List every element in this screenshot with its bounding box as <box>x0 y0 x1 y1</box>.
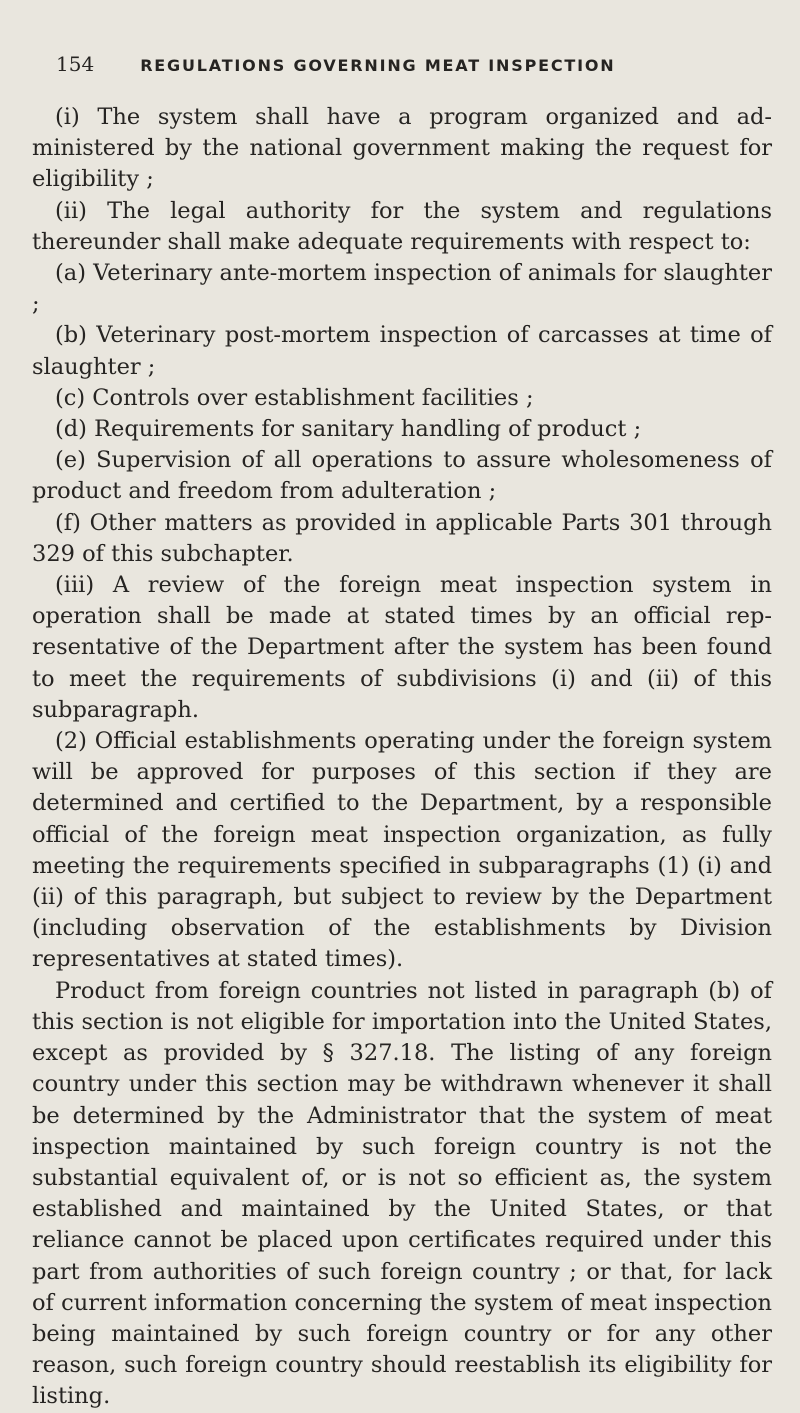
body-text <box>32 102 772 1413</box>
paragraph: (e) Supervision of all operations to assure wholesomeness of product and freedom from adulteration ; <box>32 447 772 505</box>
page-header <box>56 52 776 76</box>
page-number: 154 <box>56 52 95 76</box>
running-title: REGULATIONS GOVERNING MEAT INSPECTION <box>140 56 616 75</box>
paragraph: (2) Official establishments operating under the foreign system will be approved for purposes of this section if they are determined and certified to the Department, by a responsible official of the foreign meat inspection organization, as fully meeting the requirements specified in subparagraphs (1) (i) and (ii) of this paragraph, but subject to review by the Department (including observation of the establishments by Division representatives at stated times). <box>32 728 772 973</box>
paragraph: (f) Other matters as provided in applicable Parts 301 through 329 of this subchapter. <box>32 509 772 567</box>
paragraph: Product from foreign countries not listed in paragraph (b) of this section is not eligible for importation into the United States, except as provided by § 327.18. The listing of any foreign country under this section may be withdrawn whenever it shall be determined by the Administrator that the system of meat inspection maintained by such foreign country is not the substantial equivalent of, or is not so efficient as, the system established and maintained by the United States, or that reliance cannot be placed upon certificates required under this part from authorities of such foreign country ; or that, for lack of current information concerning the system of meat inspection being maintained by such foreign country or for any other reason, such foreign country should reestablish its eligibility for listing. <box>32 977 772 1410</box>
paragraph: (ii) The legal authority for the system and regulations thereunder shall make adequate requirements with respect to: <box>32 197 772 255</box>
paragraph: (b) Veterinary post-mortem inspection of carcasses at time of slaughter ; <box>32 322 772 380</box>
paragraph: (c) Controls over establishment facilities ; <box>55 384 534 411</box>
paragraph: (i) The system shall have a program organized and administered by the national government making the request for eligibility ; <box>32 104 772 193</box>
paragraph: (iii) A review of the foreign meat inspection system in operation shall be made at stated times by an official representative of the Department after the system has been found to meet the requirements of subdivisions (i) and (ii) of this subparagraph. <box>32 572 772 723</box>
paragraph: (d) Requirements for sanitary handling of product ; <box>55 416 642 443</box>
paragraph: (a) Veterinary ante-mortem inspection of animals for slaughter ; <box>32 260 772 318</box>
